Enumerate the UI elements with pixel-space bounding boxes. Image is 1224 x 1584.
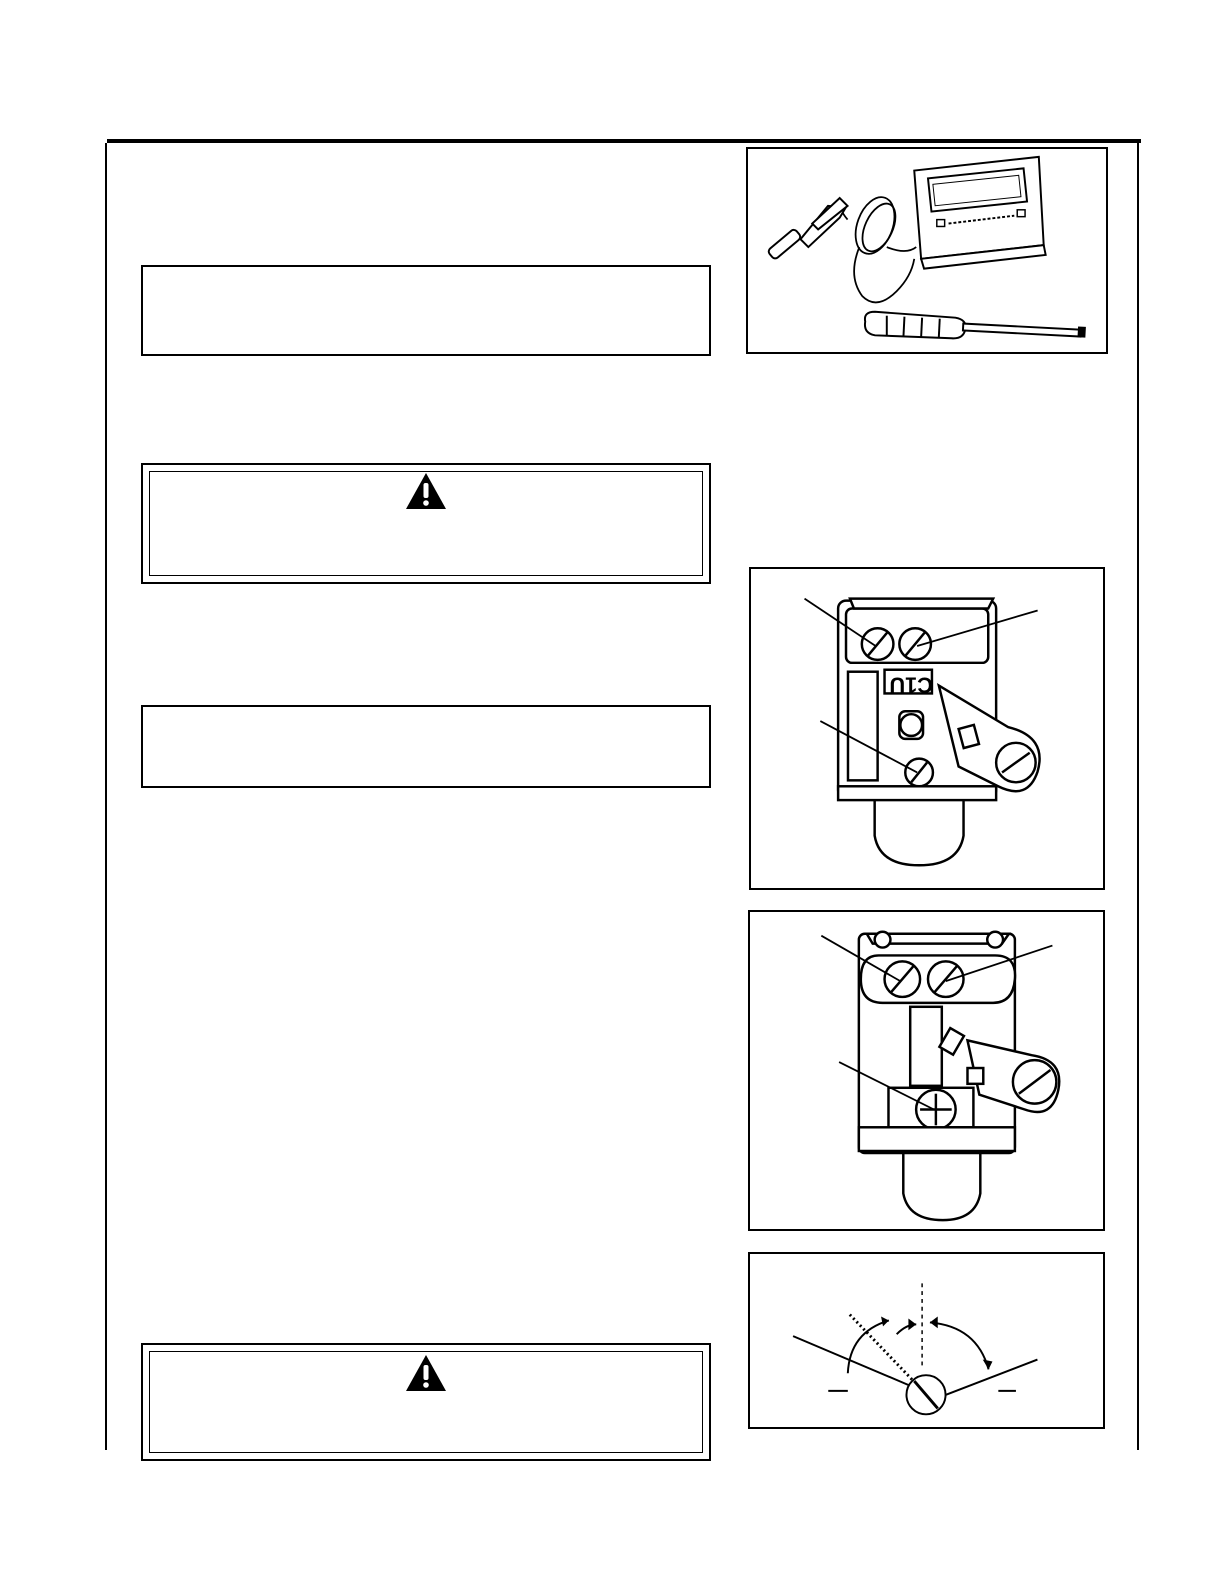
tachometer-and-screwdriver-illustration [748,149,1106,352]
carburetor-figure-top [749,567,1105,890]
note-box-2 [141,705,711,788]
warning-box-2 [141,1343,711,1461]
carburetor-figure-bottom [748,910,1105,1231]
header-rule [107,139,1141,143]
screw-rotation-angle-diagram [750,1254,1103,1427]
tachometer-tools-figure [746,147,1108,354]
carburetor-part-marking: C1U [889,672,933,698]
screw-rotation-figure [748,1252,1105,1429]
warning-triangle-icon [404,1353,448,1393]
carburetor-adjustment-screws-illustration [751,569,1103,888]
left-margin-rule [105,143,107,1450]
note-box-1 [141,265,711,356]
warning-triangle-icon [404,471,448,511]
warning-box-1 [141,463,711,584]
carburetor-adjustment-screws-illustration-alt [750,912,1103,1229]
right-margin-rule [1137,143,1139,1450]
